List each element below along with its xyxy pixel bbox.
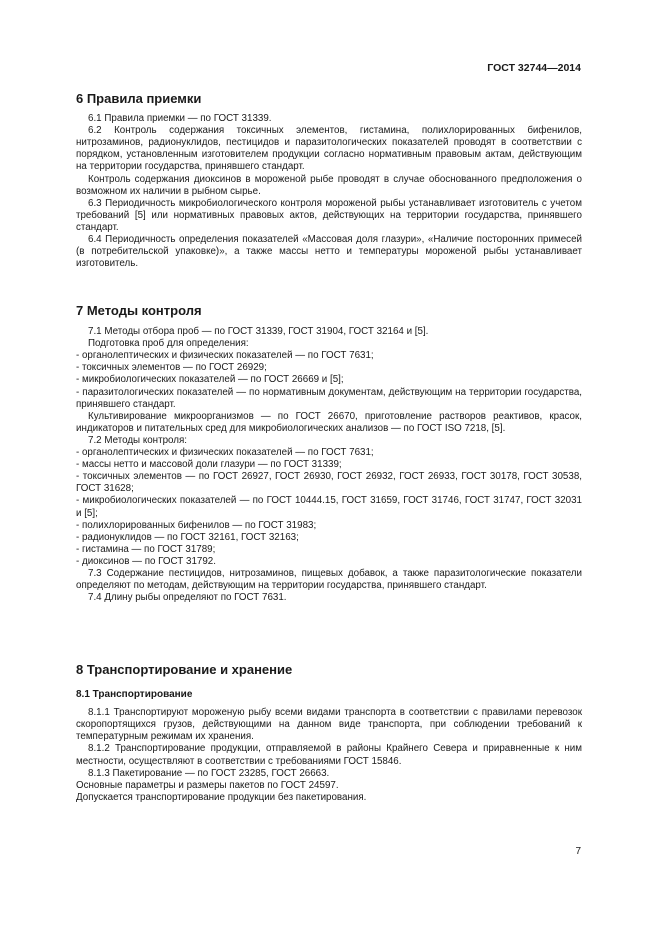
packet-params: Основные параметры и размеры пакетов по ГОСТ 24597.: [76, 779, 339, 791]
list-item: - токсичных элементов — по ГОСТ 26929;: [76, 362, 267, 374]
subsection-8-1-title: 8.1 Транспортирование: [76, 689, 193, 701]
document-code: ГОСТ 32744—2014: [487, 62, 581, 74]
list-item: - гистамина — по ГОСТ 31789;: [76, 543, 216, 555]
list-item: - микробиологических показателей — по ГОСТ 26669 и [5];: [76, 374, 344, 386]
list-item: - токсичных элементов — по ГОСТ 26927, ГОСТ 26930, ГОСТ 26932, ГОСТ 26933, ГОСТ 30178, ГОСТ 30538, ГОСТ 31628;: [76, 471, 582, 495]
clause-6-4: 6.4 Периодичность определения показателей «Массовая доля глазури», «Наличие посторонних примесей (в потребительской упаковке)», а также массы нетто и температуры мороженой рыбы устанавливает изготовитель.: [76, 234, 582, 270]
clause-6-1: 6.1 Правила приемки — по ГОСТ 31339.: [88, 113, 272, 125]
list-item: - паразитологических показателей — по нормативным документам, действующим на территории государства, принявшего стандарт.: [76, 386, 582, 410]
clause-7-1: 7.1 Методы отбора проб — по ГОСТ 31339, ГОСТ 31904, ГОСТ 32164 и [5].: [88, 326, 429, 338]
list-item: - органолептических и физических показателей — по ГОСТ 7631;: [76, 350, 374, 362]
clause-8-1-3: 8.1.3 Пакетирование — по ГОСТ 23285, ГОСТ 26663.: [88, 767, 330, 779]
section-7: [76, 305, 582, 604]
clause-8-1-2: 8.1.2 Транспортирование продукции, отправляемой в районы Крайнего Севера и приравненные к ним местности, осуществляют в соответствии с требованиями ГОСТ 15846.: [76, 743, 582, 767]
page-number: 7: [575, 846, 581, 857]
list-item: - полихлорированных бифенилов — по ГОСТ 31983;: [76, 519, 317, 531]
list-item: - органолептических и физических показателей — по ГОСТ 7631;: [76, 447, 374, 459]
clause-8-1-1: 8.1.1 Транспортируют мороженую рыбу всеми видами транспорта в соответствии с правилами перевозок скоропортящихся грузов, действующими на данном виде транспорта, при соблюдении требований к температурным режимам их хранения.: [76, 707, 582, 743]
list-item: - микробиологических показателей — по ГОСТ 10444.15, ГОСТ 31659, ГОСТ 31746, ГОСТ 31747, ГОСТ 32031 и [5];: [76, 495, 582, 519]
clause-6-2-dioxins: Контроль содержания диоксинов в мороженой рыбе проводят в случае обоснованного предположения о возможном их наличии в рыбном сырье.: [76, 173, 582, 197]
section-8: [76, 664, 582, 804]
list-item: - радионуклидов — по ГОСТ 32161, ГОСТ 32163;: [76, 531, 299, 543]
clause-7-4: 7.4 Длину рыбы определяют по ГОСТ 7631.: [88, 592, 287, 604]
section-7-title: 7 Методы контроля: [76, 303, 202, 318]
clause-6-3: 6.3 Периодичность микробиологического контроля мороженой рыбы устанавливает изготовитель с учетом требований [5] или нормативных правовых актов, действующих на территории государства, принявшего стандарт.: [76, 197, 582, 233]
clause-7-2: 7.2 Методы контроля:: [88, 434, 187, 446]
list-item: - диоксинов — по ГОСТ 31792.: [76, 555, 216, 567]
section-8-title: 8 Транспортирование и хранение: [76, 662, 293, 677]
no-packaging-note: Допускается транспортирование продукции без пакетирования.: [76, 791, 367, 803]
cultivation-paragraph: Культивирование микроорганизмов — по ГОСТ 26670, приготовление растворов реактивов, красок, индикаторов и питательных сред для микробиологических анализов — по ГОСТ ISO 7218, [5].: [76, 410, 582, 434]
clause-6-2: 6.2 Контроль содержания токсичных элементов, гистамина, полихлорированных бифенилов, нитрозаминов, радионуклидов, пестицидов и паразитологических показателей проводят в соответствии с порядком, установленным изготовителем продукции согласно нормативным правовым актам, действующим на территории государства, принявшего стандарт.: [76, 125, 582, 173]
section-6: [76, 93, 582, 270]
list-item: - массы нетто и массовой доли глазури — по ГОСТ 31339;: [76, 459, 342, 471]
sample-prep-label: Подготовка проб для определения:: [88, 338, 249, 350]
section-6-title: 6 Правила приемки: [76, 91, 202, 106]
clause-7-3: 7.3 Содержание пестицидов, нитрозаминов, пищевых добавок, а также паразитологические показатели определяют по методам, действующим на территории государства, принявшего стандарт.: [76, 567, 582, 592]
